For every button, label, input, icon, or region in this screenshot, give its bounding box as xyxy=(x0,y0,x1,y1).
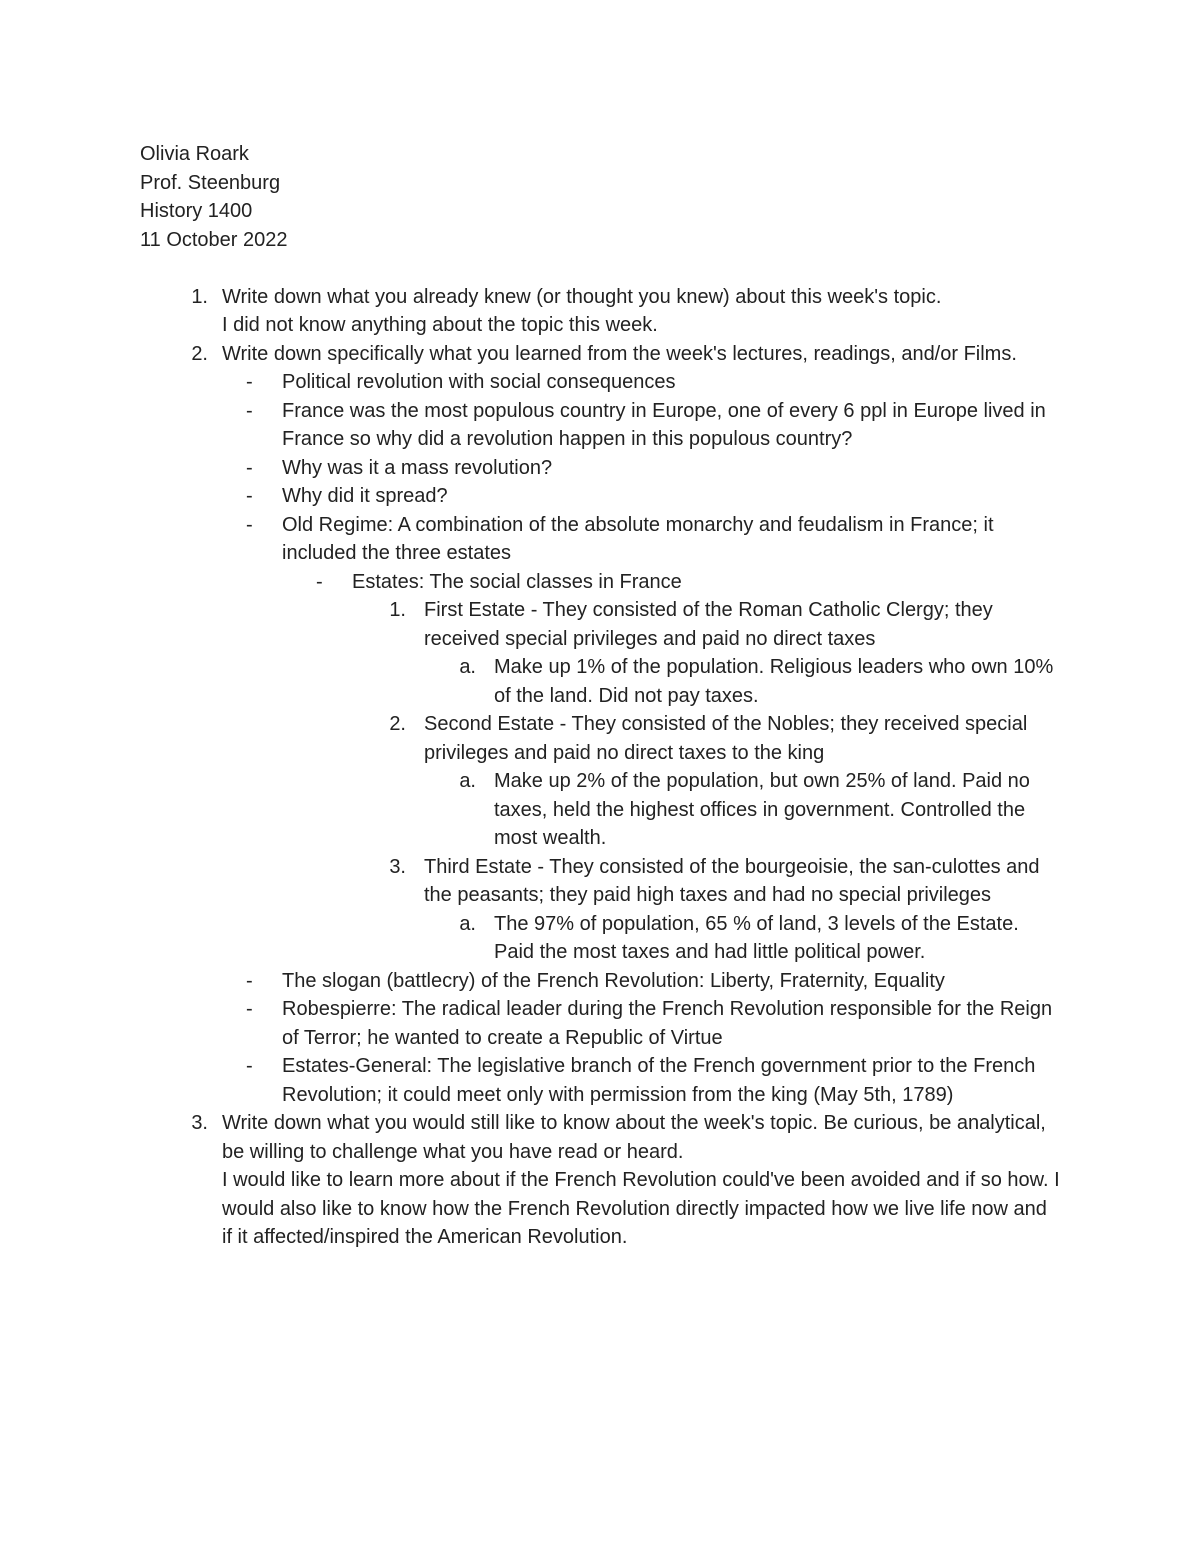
bullet-text: Political revolution with social consequences xyxy=(282,371,676,393)
question-2-text: Write down specifically what you learned from the week's lectures, readings, and/or Films. xyxy=(222,342,1017,365)
estates-intro-text: Estates: The social classes in France xyxy=(352,570,682,593)
bullet-text: Old Regime: A combination of the absolute monarchy and feudalism in France; it included the three estates xyxy=(282,513,994,564)
bullet-item xyxy=(140,482,1060,511)
estate-detail-text: Make up 2% of the population, but own 25% of land. Paid no taxes, held the highest offices in government. Controlled the most wealth. xyxy=(494,770,1030,849)
list-letter: a. xyxy=(459,656,476,678)
list-letter: a. xyxy=(459,770,476,792)
document-body xyxy=(140,140,1060,1252)
dash-marker: - xyxy=(246,456,253,479)
question-2 xyxy=(140,340,1060,369)
bullet-item xyxy=(140,511,1060,568)
estate-detail-text: Make up 1% of the population. Religious leaders who own 10% of the land. Did not pay taxes. xyxy=(494,656,1054,707)
bullet-item xyxy=(140,995,1060,1052)
estate-item xyxy=(140,596,1060,653)
bullet-item xyxy=(140,967,1060,996)
dash-marker: - xyxy=(246,371,253,393)
bullet-text: Robespierre: The radical leader during the French Revolution responsible for the Reign of Terror; he wanted to create a Republic of Virtue xyxy=(282,998,1053,1049)
list-number: 3. xyxy=(191,1112,208,1134)
dash-marker: - xyxy=(246,1055,253,1077)
bullet-item xyxy=(140,397,1060,454)
bullet-item xyxy=(140,1052,1060,1109)
list-letter: a. xyxy=(459,912,476,935)
estate-detail xyxy=(140,767,1060,853)
estate-detail xyxy=(140,910,1060,967)
list-number: 3. xyxy=(389,855,406,878)
dash-marker: - xyxy=(246,998,253,1020)
dash-marker: - xyxy=(246,485,253,507)
question-1-text: Write down what you already knew (or thought you knew) about this week's topic. xyxy=(222,285,942,308)
question-3-text: Write down what you would still like to know about the week's topic. Be curious, be analytical, be willing to challenge what you have read or heard. xyxy=(222,1112,1046,1163)
dash-marker: - xyxy=(246,399,253,422)
estate-item xyxy=(140,710,1060,767)
student-name: Olivia Roark xyxy=(140,143,249,165)
list-number: 2. xyxy=(191,342,208,365)
bullet-item xyxy=(140,368,1060,397)
dash-marker: - xyxy=(246,969,253,992)
bullet-text: Why did it spread? xyxy=(282,485,448,507)
question-3 xyxy=(140,1109,1060,1166)
question-3-answer: I would like to learn more about if the French Revolution could've been avoided and if so how. I would also like to know how the French Revolution directly impacted how we live life now and if it affected/inspired the American Revolution. xyxy=(222,1169,1060,1248)
estates-intro xyxy=(140,568,1060,597)
spacer xyxy=(140,254,1060,283)
list-number: 1. xyxy=(191,285,208,308)
bullet-item xyxy=(140,454,1060,483)
question-1-answer: I did not know anything about the topic this week. xyxy=(222,314,658,336)
estate-item xyxy=(140,853,1060,910)
dash-marker: - xyxy=(246,513,253,536)
dash-marker: - xyxy=(316,570,323,593)
bullet-text: The slogan (battlecry) of the French Revolution: Liberty, Fraternity, Equality xyxy=(282,969,945,992)
question-1 xyxy=(140,283,1060,312)
estate-detail-text: The 97% of population, 65 % of land, 3 levels of the Estate. Paid the most taxes and had little political power. xyxy=(494,912,1019,963)
estate-text: Third Estate - They consisted of the bourgeoisie, the san-culottes and the peasants; they paid high taxes and had no special privileges xyxy=(424,855,1040,906)
document-date: 11 October 2022 xyxy=(140,228,288,251)
bullet-text: France was the most populous country in Europe, one of every 6 ppl in Europe lived in France so why did a revolution happen in this populous country? xyxy=(282,399,1046,450)
list-number: 2. xyxy=(389,713,406,735)
professor-name: Prof. Steenburg xyxy=(140,171,281,194)
course-name: History 1400 xyxy=(140,200,253,222)
bullet-text: Why was it a mass revolution? xyxy=(282,456,553,479)
list-number: 1. xyxy=(389,599,406,621)
bullet-text: Estates-General: The legislative branch of the French government prior to the French Revolution; it could meet only with permission from the king (May 5th, 1789) xyxy=(282,1055,1036,1106)
estate-detail xyxy=(140,653,1060,710)
estate-text: Second Estate - They consisted of the Nobles; they received special privileges and paid no direct taxes to the king xyxy=(424,713,1028,764)
estate-text: First Estate - They consisted of the Roman Catholic Clergy; they received special privileges and paid no direct taxes xyxy=(424,599,993,650)
